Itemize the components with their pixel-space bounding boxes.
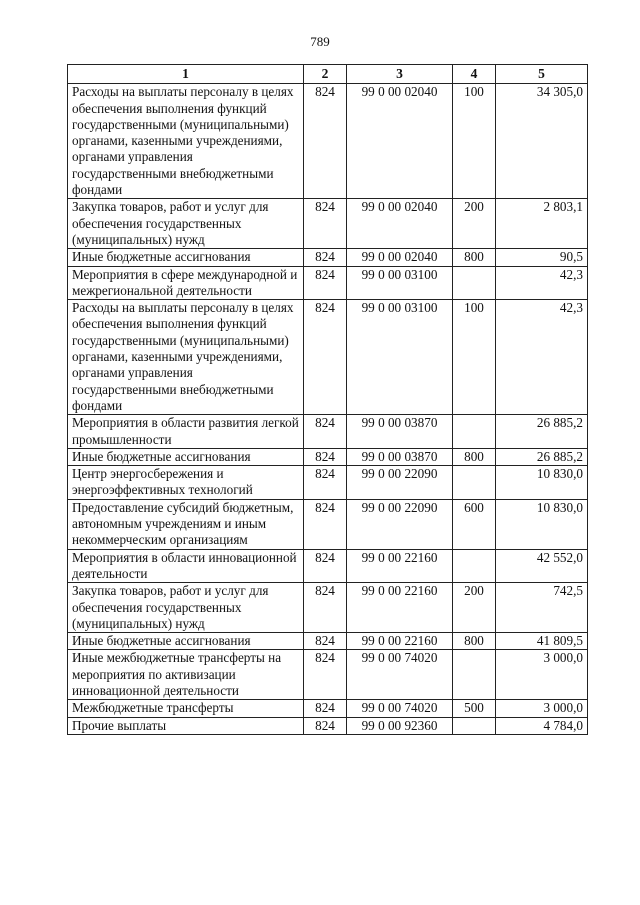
- table-row: [68, 499, 588, 549]
- row-name-cell: Мероприятия в области развития легкой промышленности: [68, 415, 304, 449]
- row-type-cell: 800: [453, 249, 496, 266]
- row-name-cell: Центр энергосбережения и энергоэффективных технологий: [68, 466, 304, 500]
- row-code-cell: 824: [304, 650, 347, 700]
- row-name-cell: Иные бюджетные ассигнования: [68, 448, 304, 465]
- header-col-5: 5: [496, 65, 588, 84]
- row-name-cell: Межбюджетные трансферты: [68, 700, 304, 717]
- row-amount-cell: 26 885,2: [496, 448, 588, 465]
- table-row: [68, 300, 588, 415]
- row-article-cell: 99 0 00 03870: [347, 448, 453, 465]
- row-name-cell: Иные межбюджетные трансферты на мероприятия по активизации инновационной деятельности: [68, 650, 304, 700]
- table-body: [68, 84, 588, 735]
- row-type-cell: 200: [453, 583, 496, 633]
- row-type-cell: 100: [453, 84, 496, 199]
- row-amount-cell: 3 000,0: [496, 650, 588, 700]
- table-row: [68, 700, 588, 717]
- row-amount-cell: 10 830,0: [496, 499, 588, 549]
- row-type-cell: [453, 717, 496, 734]
- row-amount-cell: 42,3: [496, 300, 588, 415]
- row-type-cell: [453, 266, 496, 300]
- row-amount-cell: 42 552,0: [496, 549, 588, 583]
- row-name-cell: Предоставление субсидий бюджетным, автономным учреждениям и иным некоммерческим организациям: [68, 499, 304, 549]
- row-type-cell: 200: [453, 199, 496, 249]
- row-type-cell: 800: [453, 633, 496, 650]
- row-code-cell: 824: [304, 266, 347, 300]
- row-article-cell: 99 0 00 02040: [347, 249, 453, 266]
- row-code-cell: 824: [304, 84, 347, 199]
- table-header-row: [68, 65, 588, 84]
- row-article-cell: 99 0 00 22160: [347, 633, 453, 650]
- row-code-cell: 824: [304, 717, 347, 734]
- row-name-cell: Расходы на выплаты персоналу в целях обеспечения выполнения функций государственными (муниципальными) органами, казенными учреждениями, органами управления государственными внебюджетными фондами: [68, 84, 304, 199]
- row-name-cell: Закупка товаров, работ и услуг для обеспечения государственных (муниципальных) нужд: [68, 199, 304, 249]
- table-row: [68, 466, 588, 500]
- row-name-cell: Закупка товаров, работ и услуг для обеспечения государственных (муниципальных) нужд: [68, 583, 304, 633]
- row-amount-cell: 3 000,0: [496, 700, 588, 717]
- row-code-cell: 824: [304, 499, 347, 549]
- row-article-cell: 99 0 00 02040: [347, 84, 453, 199]
- row-type-cell: 800: [453, 448, 496, 465]
- page-number: 789: [310, 34, 330, 49]
- row-code-cell: 824: [304, 466, 347, 500]
- row-amount-cell: 4 784,0: [496, 717, 588, 734]
- row-code-cell: 824: [304, 415, 347, 449]
- row-code-cell: 824: [304, 633, 347, 650]
- row-type-cell: [453, 466, 496, 500]
- row-article-cell: 99 0 00 22090: [347, 499, 453, 549]
- row-type-cell: 600: [453, 499, 496, 549]
- row-code-cell: 824: [304, 583, 347, 633]
- row-code-cell: 824: [304, 199, 347, 249]
- row-type-cell: 500: [453, 700, 496, 717]
- row-article-cell: 99 0 00 02040: [347, 199, 453, 249]
- row-amount-cell: 10 830,0: [496, 466, 588, 500]
- row-code-cell: 824: [304, 448, 347, 465]
- row-name-cell: Мероприятия в области инновационной деятельности: [68, 549, 304, 583]
- table-row: [68, 549, 588, 583]
- row-amount-cell: 41 809,5: [496, 633, 588, 650]
- row-article-cell: 99 0 00 22160: [347, 549, 453, 583]
- row-article-cell: 99 0 00 03870: [347, 415, 453, 449]
- header-col-3: 3: [347, 65, 453, 84]
- row-article-cell: 99 0 00 22090: [347, 466, 453, 500]
- row-article-cell: 99 0 00 74020: [347, 650, 453, 700]
- row-amount-cell: 742,5: [496, 583, 588, 633]
- table-row: [68, 448, 588, 465]
- row-amount-cell: 34 305,0: [496, 84, 588, 199]
- header-col-1: 1: [68, 65, 304, 84]
- budget-table: [67, 64, 588, 735]
- row-name-cell: Иные бюджетные ассигнования: [68, 249, 304, 266]
- table-row: [68, 415, 588, 449]
- table-row: [68, 650, 588, 700]
- row-amount-cell: 2 803,1: [496, 199, 588, 249]
- row-amount-cell: 42,3: [496, 266, 588, 300]
- row-article-cell: 99 0 00 92360: [347, 717, 453, 734]
- row-article-cell: 99 0 00 74020: [347, 700, 453, 717]
- row-name-cell: Иные бюджетные ассигнования: [68, 633, 304, 650]
- row-name-cell: Расходы на выплаты персоналу в целях обеспечения выполнения функций государственными (муниципальными) органами, казенными учреждениями, органами управления государственными внебюджетными фондами: [68, 300, 304, 415]
- row-code-cell: 824: [304, 249, 347, 266]
- row-type-cell: [453, 549, 496, 583]
- row-amount-cell: 26 885,2: [496, 415, 588, 449]
- row-code-cell: 824: [304, 549, 347, 583]
- row-article-cell: 99 0 00 22160: [347, 583, 453, 633]
- row-type-cell: 100: [453, 300, 496, 415]
- table-row: [68, 633, 588, 650]
- table-row: [68, 717, 588, 734]
- table-row: [68, 266, 588, 300]
- header-col-4: 4: [453, 65, 496, 84]
- row-amount-cell: 90,5: [496, 249, 588, 266]
- row-name-cell: Прочие выплаты: [68, 717, 304, 734]
- table-row: [68, 199, 588, 249]
- table-row: [68, 249, 588, 266]
- row-code-cell: 824: [304, 300, 347, 415]
- row-name-cell: Мероприятия в сфере международной и межрегиональной деятельности: [68, 266, 304, 300]
- row-type-cell: [453, 415, 496, 449]
- row-type-cell: [453, 650, 496, 700]
- row-article-cell: 99 0 00 03100: [347, 266, 453, 300]
- row-article-cell: 99 0 00 03100: [347, 300, 453, 415]
- header-col-2: 2: [304, 65, 347, 84]
- table-row: [68, 84, 588, 199]
- table-row: [68, 583, 588, 633]
- row-code-cell: 824: [304, 700, 347, 717]
